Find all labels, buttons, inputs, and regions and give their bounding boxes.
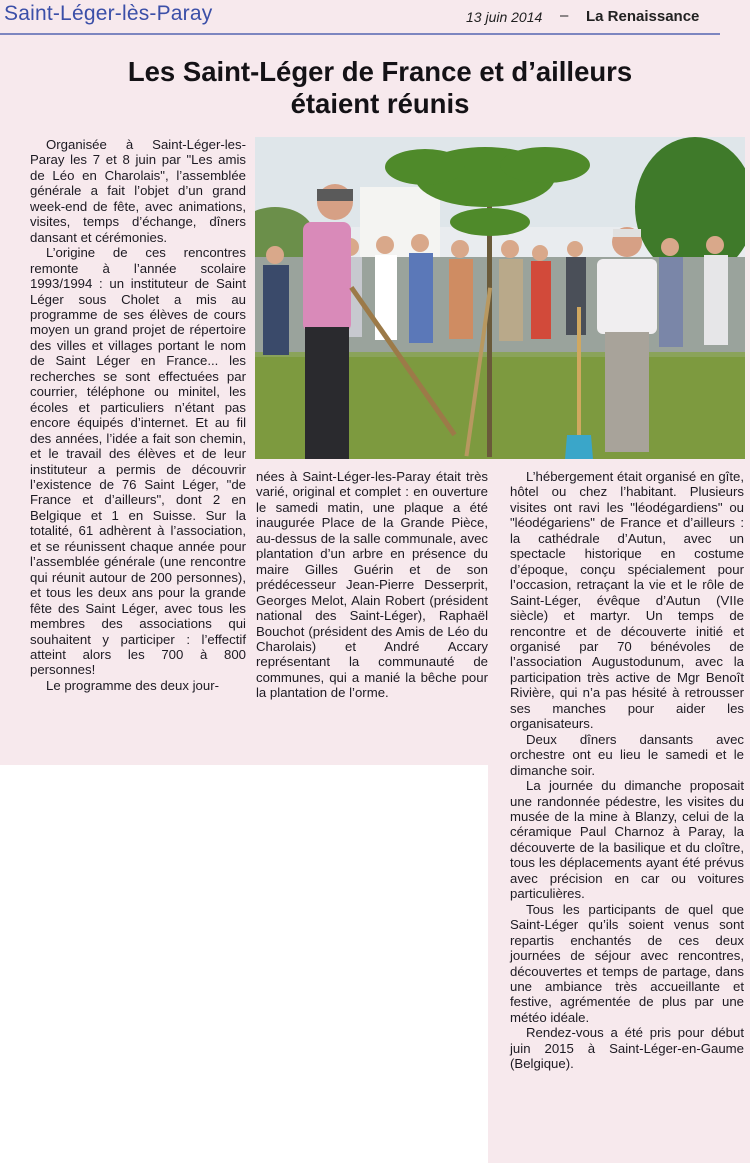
article-column-3 bbox=[510, 469, 744, 1072]
title-line-2: étaient réunis bbox=[290, 88, 470, 119]
newspaper-name: La Renaissance bbox=[586, 8, 700, 25]
paragraph: Organisée à Saint-Léger-les-Paray les 7 et 8 juin par "Les amis de Léo en Charolais", l’assemblée générale a fait l’objet d’un grand week-end de fête, avec animations, visites, temps d’échange, dîners dansant et cérémonies. bbox=[30, 137, 246, 245]
paragraph: L’origine de ces rencontres remonte à l’année scolaire 1993/1994 : un instituteur de Saint Léger sous Cholet a mis au programme de ses élèves de cours moyen un grand projet de répertoire des villes et villages portant le nom de Saint Léger en France... les recherches se sont effectuées par courrier, téléphone ou minitel, les écoles et particuliers n’étant pas encore équipés d’internet. Et au fil des années, l’idée a fait son chemin, et le travail des élèves et de leur instituteur a permis de découvrir l’existence de 76 Saint Léger, "de France et d’ailleurs", dont 2 en Belgique et 1 en Suisse. Sur la totalité, 61 adhèrent à l’association, et se réunissent chaque année pour l’assemblée générale (une rencontre qui réunit autour de 200 personnes), et tous les deux ans pour la grande fête des Saint Léger, avec tous les membres des associations qui souhaitent y participer : l’effectif atteint alors les 700 à 800 personnes! bbox=[30, 245, 246, 678]
paragraph: Tous les participants de quel que Saint-Léger qu’ils soient venus sont repartis enchantés de ces deux journées de séjour avec rencontres, découvertes et temps de partage, dans une ambiance très accueillante et festive, agrémentée de plus par une météo idéale. bbox=[510, 901, 744, 1025]
section-place-name: Saint-Léger-lès-Paray bbox=[4, 2, 213, 25]
article-column-1 bbox=[30, 137, 246, 693]
article-title bbox=[40, 56, 720, 120]
paragraph: L’hébergement était organisé en gîte, hôtel ou chez l’habitant. Plusieurs visites ont ravi les "léodégardiens" ou "léodégariens" de France et d’ailleurs : la cathédrale d’Autun, avec un spectacle historique en costume d’époque, conçu spécialement pour l’occasion, retraçant la vie et le rôle de Saint-Léger, évêque d’Autun (VIIe siècle) et martyr. Un temps de rencontre et de découverte initié et organisé par 70 bénévoles de l’association Augustodunum, avec la participation très active de Mgr Benoît Rivière, qui n’a pas hésité à retrousser ses manches pour aider les organisateurs. bbox=[510, 469, 744, 732]
publication-date: 13 juin 2014 bbox=[466, 9, 543, 25]
header-separator: – bbox=[560, 7, 569, 24]
paragraph: Rendez-vous a été pris pour début juin 2015 à Saint-Léger-en-Gaume (Belgique). bbox=[510, 1025, 744, 1072]
article-column-2 bbox=[256, 469, 488, 701]
tree-planting-photo bbox=[255, 137, 745, 459]
paragraph: nées à Saint-Léger-les-Paray était très varié, original et complet : en ouverture le samedi matin, une plaque a été inaugurée Place de la Grande Pièce, au-dessus de la salle communale, avec plantation d’un arbre en présence du maire Gilles Guérin et de son prédécesseur Jean-Pierre Desserprit, Georges Melot, Alain Robert (président national des Saint-Léger), Raphaël Bouchot (président des Amis de Léo du Charolais) et André Accary représentant la communauté de communes, qui a manié la bêche pour la plantation de l’orme. bbox=[256, 469, 488, 701]
paragraph: La journée du dimanche proposait une randonnée pédestre, les visites du musée de la mine à Blanzy, celui de la céramique Paul Charnoz à Paray, la découverte de la basilique et du cloître, tous les déplacements ayant été prévus avec précision en car ou voitures particulières. bbox=[510, 778, 744, 902]
title-line-1: Les Saint-Léger de France et d’ailleurs bbox=[127, 56, 633, 87]
paragraph: Le programme des deux jour- bbox=[46, 677, 219, 693]
header-rule bbox=[0, 33, 720, 35]
paragraph: Deux dîners dansants avec orchestre ont eu lieu le samedi et le dimanche soir. bbox=[510, 731, 744, 778]
